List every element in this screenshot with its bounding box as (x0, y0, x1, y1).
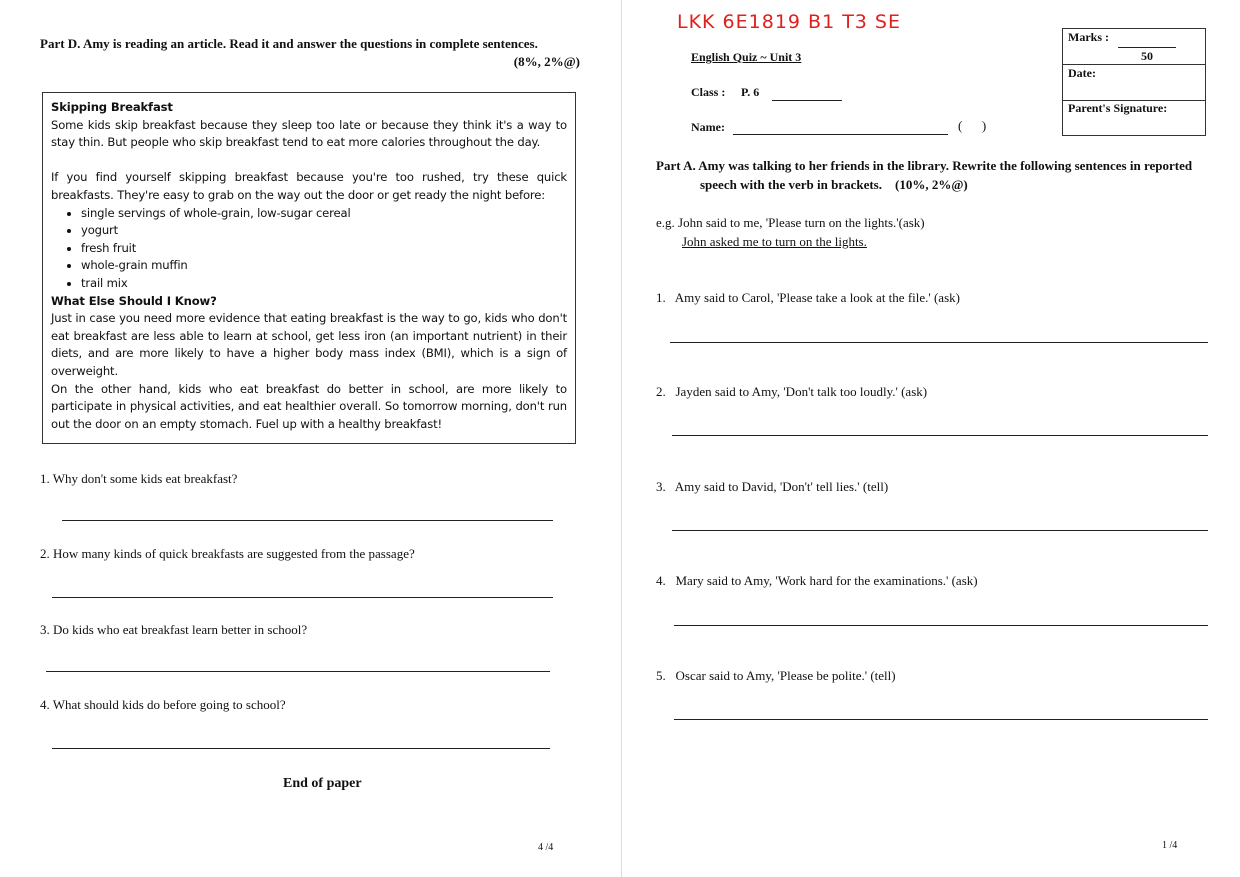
question-2: 2. How many kinds of quick breakfasts are suggested from the passage? (40, 546, 415, 561)
page-number: 1 /4 (1162, 840, 1178, 851)
article-paragraph: If you find yourself skipping breakfast because you're too rushed, try these quick breakfasts. They're easy to grab on the way out the door or get ready the night before: (51, 170, 567, 202)
example-question: e.g. John said to me, 'Please turn on the lights.'(ask) (656, 215, 925, 230)
answer-line-1[interactable] (62, 520, 553, 521)
question-2: 2. Jayden said to Amy, 'Don't talk too loudly.' (ask) (656, 384, 928, 399)
part-a-instructions: speech with the verb in brackets. (10%, 2%@) (700, 177, 968, 192)
list-item: • trail mix (81, 275, 567, 293)
answer-line-2[interactable] (672, 435, 1208, 436)
marks-score-line[interactable] (1118, 47, 1176, 48)
example-answer: John asked me to turn on the lights. (682, 234, 867, 249)
question-3: 3. Amy said to David, 'Don't' tell lies.' (tell) (656, 479, 889, 494)
article-subheading: What Else Should I Know? (51, 293, 217, 308)
question-1: 1. Amy said to Carol, 'Please take a look at the file.' (ask) (656, 290, 960, 305)
question-4: 4. What should kids do before going to school? (40, 697, 286, 712)
question-3: 3. Do kids who eat breakfast learn better in school? (40, 622, 308, 637)
list-item: • yogurt (81, 222, 567, 240)
signature-label[interactable]: Parent's Signature: (1068, 101, 1168, 115)
class-value: P. 6 (741, 85, 760, 99)
class-field[interactable] (772, 100, 842, 101)
article-paragraph: Some kids skip breakfast because they sleep too late or because they think it's a way to stay thin. But people who skip breakfast tend to eat more calories throughout the day. (51, 117, 567, 150)
name-field[interactable] (733, 134, 948, 135)
question-5: 5. Oscar said to Amy, 'Please be polite.' (tell) (656, 668, 896, 683)
part-d-title: Part D. Amy is reading an article. Read it and answer the questions in complete sentences. (40, 36, 538, 51)
article-paragraph: Just in case you need more evidence that eating breakfast is the way to go, kids who don't eat breakfast are less able to learn at school, get less iron (an important nutrient) in their diets, and are more likely to have a higher body mass index (BMI), which is a sign of overweight. (51, 311, 567, 378)
article-box (42, 92, 576, 444)
list-item: • fresh fruit (81, 240, 567, 258)
quiz-title: English Quiz ~ Unit 3 (691, 50, 802, 64)
question-1: 1. Why don't some kids eat breakfast? (40, 471, 238, 486)
article-title: Skipping Breakfast (51, 100, 173, 114)
breakfast-list (51, 205, 567, 293)
list-item: • whole-grain muffin (81, 257, 567, 275)
list-item: • single servings of whole-grain, low-sugar cereal (81, 205, 567, 223)
class-number-field[interactable]: ( ) (958, 118, 987, 133)
question-4: 4. Mary said to Amy, 'Work hard for the examinations.' (ask) (656, 573, 978, 588)
marks-total: 50 (1141, 49, 1153, 63)
page-divider (621, 0, 622, 877)
name-label: Name: (691, 120, 725, 134)
part-d-marks: (8%, 2%@) (513, 54, 580, 69)
document-code: LKK 6E1819 B1 T3 SE (677, 11, 901, 33)
answer-line-5[interactable] (674, 719, 1208, 720)
answer-line-1[interactable] (670, 342, 1208, 343)
article-paragraph: On the other hand, kids who eat breakfast do better in school, are more likely to participate in physical activities, and eat healthier overall. So tomorrow morning, don't run out the door on an empty stomach. Fuel up with a healthy breakfast! (51, 381, 567, 431)
answer-line-3[interactable] (46, 671, 550, 672)
class-label: Class : (691, 85, 726, 99)
marks-label: Marks : (1068, 30, 1109, 44)
answer-line-4[interactable] (674, 625, 1208, 626)
answer-line-4[interactable] (52, 748, 550, 749)
answer-line-2[interactable] (52, 597, 553, 598)
date-label[interactable]: Date: (1068, 66, 1096, 80)
end-of-paper: End of paper (283, 776, 362, 791)
part-a-title: Part A. Amy was talking to her friends in the library. Rewrite the following sentences in reported (656, 158, 1193, 173)
answer-line-3[interactable] (672, 530, 1208, 531)
page-number: 4 /4 (538, 842, 554, 853)
